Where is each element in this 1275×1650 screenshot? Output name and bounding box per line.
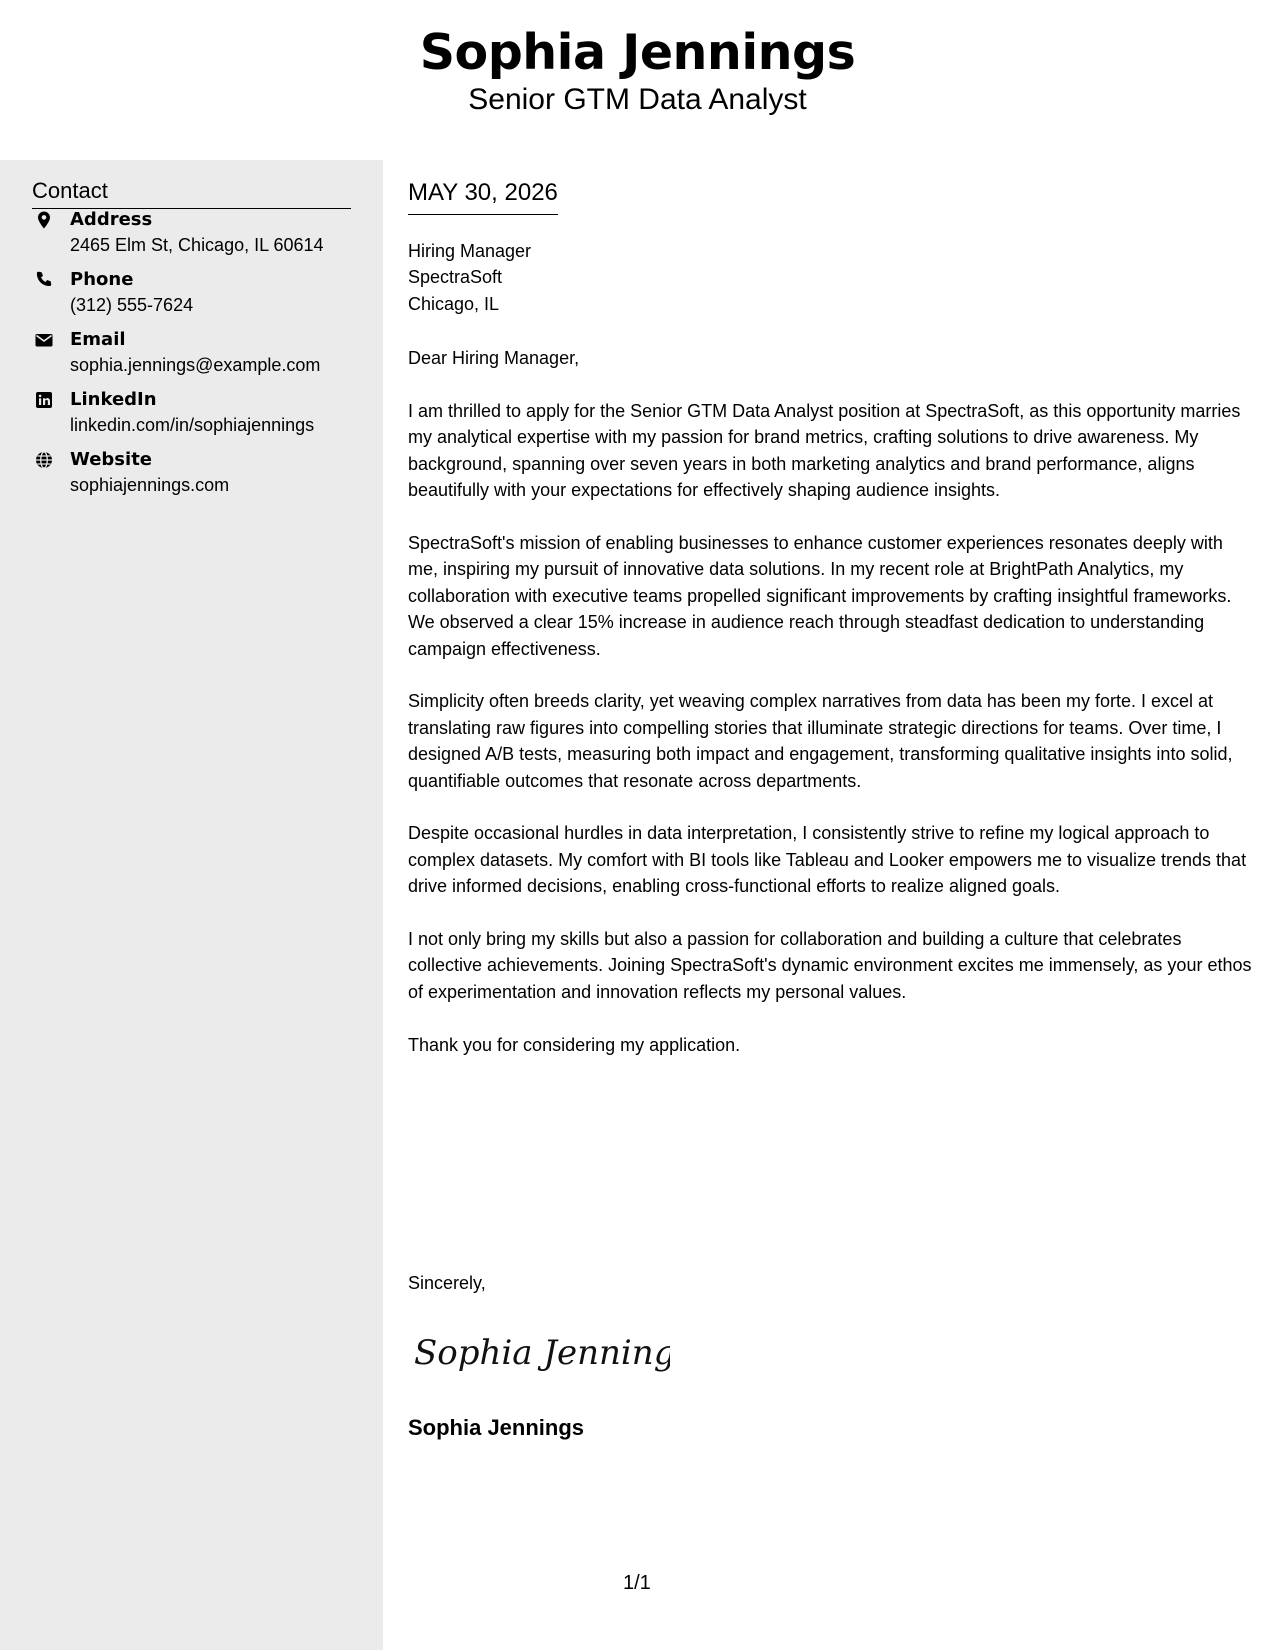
- signature-text: Sophia Jennings: [414, 1333, 670, 1373]
- letter-date: MAY 30, 2026: [408, 178, 558, 215]
- contact-heading: Contact: [32, 176, 351, 209]
- recipient-line: SpectraSoft: [408, 267, 503, 288]
- contact-value: sophiajennings.com: [70, 475, 230, 495]
- letter-paragraph: Thank you for considering my application.: [408, 1034, 741, 1055]
- contact-item-phone: [32, 268, 362, 324]
- letter-paragraph: Despite occasional hurdles in data interpretation, I consistently strive to refine my logical approach to complex datasets. My comfort with BI tools like Tableau and Looker empowers me to visualize trends that drive informed decisions, enabling cross-functional efforts to realize aligned goals.: [408, 823, 1247, 897]
- letter-paragraphs: [408, 398, 1253, 1084]
- contact-item-email: [32, 328, 362, 384]
- contact-value: linkedin.com/in/sophiajennings: [70, 415, 315, 435]
- contact-label: Email: [70, 329, 126, 350]
- linkedin-icon: [34, 390, 54, 410]
- page-number: 1/1: [623, 1572, 651, 1594]
- phone-icon: [34, 270, 54, 290]
- signer-name: Sophia Jennings: [408, 1415, 585, 1440]
- letter-paragraph: I am thrilled to apply for the Senior GTM Data Analyst position at SpectraSoft, as this opportunity marries my analytical expertise with my passion for brand metrics, crafting solutions to drive awareness. My background, spanning over seven years in both marketing analytics and brand performance, aligns beautifully with your expectations for effectively shaping audience insights.: [408, 401, 1241, 501]
- contact-label: Website: [70, 449, 153, 470]
- globe-icon: [34, 450, 54, 470]
- location-pin-icon: [34, 210, 54, 230]
- contact-label: Phone: [70, 269, 134, 290]
- envelope-icon: [34, 330, 54, 350]
- contact-value: (312) 555-7624: [70, 295, 194, 315]
- letter-paragraph: SpectraSoft's mission of enabling businesses to enhance customer experiences resonates deeply with me, inspiring my pursuit of innovative data solutions. In my recent role at BrightPath Analytics, my collaboration with executive teams propelled significant improvements by crafting insightful frameworks. We observed a clear 15% increase in audience reach through steadfast dedication to understanding campaign effectiveness.: [408, 533, 1232, 659]
- contact-sidebar: [0, 160, 383, 1650]
- letter-paragraph: Simplicity often breeds clarity, yet weaving complex narratives from data has been my forte. I excel at translating raw figures into compelling stories that illuminate strategic directions for teams. Over time, I designed A/B tests, measuring both impact and engagement, transforming qualitative insights into solid, quantifiable outcomes that resonate across departments.: [408, 691, 1233, 791]
- letter-paragraph: I not only bring my skills but also a passion for collaboration and building a culture that celebrates collective achievements. Joining SpectraSoft's dynamic environment excites me immensely, as your ethos of experimentation and innovation reflects my personal values.: [408, 929, 1252, 1002]
- contact-value: sophia.jennings@example.com: [70, 355, 321, 375]
- contact-label: LinkedIn: [70, 389, 157, 410]
- contact-item-website: [32, 448, 362, 504]
- contact-item-address: [32, 208, 362, 264]
- contact-value: 2465 Elm St, Chicago, IL 60614: [70, 235, 324, 255]
- letter-header: [0, 0, 1275, 160]
- contact-item-linkedin: [32, 388, 362, 444]
- applicant-title: Senior GTM Data Analyst: [468, 83, 807, 116]
- applicant-name: Sophia Jennings: [419, 24, 856, 81]
- closing: Sincerely,: [408, 1273, 486, 1293]
- recipient-line: Hiring Manager: [408, 241, 532, 261]
- recipient-line: Chicago, IL: [408, 293, 500, 314]
- salutation: Dear Hiring Manager,: [408, 348, 580, 368]
- recipient-block: [408, 238, 531, 317]
- handwritten-signature: [410, 1320, 670, 1380]
- contact-label: Address: [70, 209, 153, 230]
